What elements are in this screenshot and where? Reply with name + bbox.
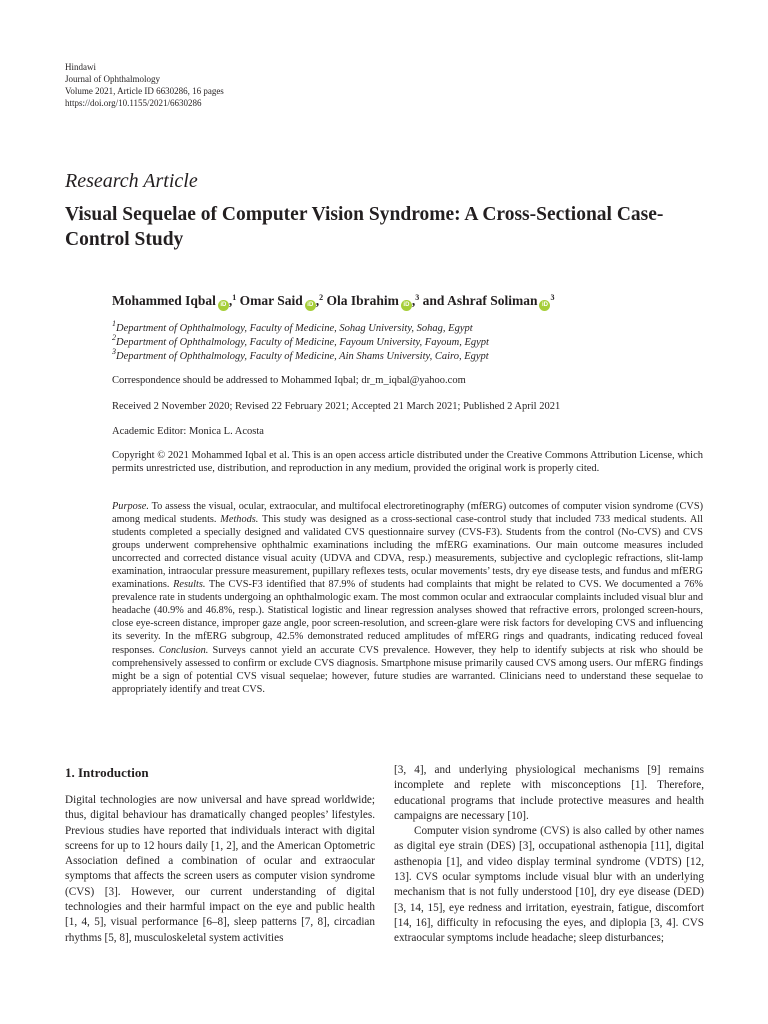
- abstract-results-label: Results.: [173, 579, 206, 591]
- author-name: Mohammed Iqbal: [112, 293, 216, 308]
- intro-paragraph: Computer vision syndrome (CVS) is also called by other names as digital eye strain (DES) [3], occupational asthenopia [11], digital asthenopia [1], and video display terminal syndrome (VDTS) [12, 13]. CVS ocular symptoms include visual blur with an underlying mechanism that is not fully understood [10], dry eye disease (DED) [3, 14, 15], eye redness and irritation, eyestrain, fatigue, discomfort [14, 16], difficulty in refocusing the eyes, and diplopia [3, 4]. CVS extraocular symptoms include headache; sleep disturbances;: [394, 825, 704, 945]
- publication-dates: Received 2 November 2020; Revised 22 February 2021; Accepted 21 March 2021; Published 2 April 2021: [112, 401, 561, 412]
- volume-info: Volume 2021, Article ID 6630286, 16 pages: [65, 86, 224, 96]
- author-affiliation-number: 3: [550, 293, 555, 302]
- affiliation: $^2$Department of Ophthalmology, Faculty of Medicine, Fayoum University, Fayoum, Egypt: [112, 333, 489, 348]
- affiliation-list: [112, 319, 489, 364]
- abstract: [112, 500, 703, 696]
- author-name: Ashraf Soliman: [447, 293, 538, 308]
- orcid-icon[interactable]: iD: [539, 300, 550, 311]
- author-affiliation-number: 3: [415, 293, 420, 302]
- orcid-icon[interactable]: iD: [401, 300, 412, 311]
- author-name: Omar Said: [239, 293, 303, 308]
- doi-link[interactable]: https://doi.org/10.1155/2021/6630286: [65, 98, 202, 108]
- author-name: Ola Ibrahim: [326, 293, 399, 308]
- affiliation: $^3$Department of Ophthalmology, Faculty of Medicine, Ain Shams University, Cairo, Egypt: [112, 347, 489, 362]
- copyright-notice: Copyright © 2021 Mohammed Iqbal et al. This is an open access article distributed under the Creative Commons Attribution License, which permits unrestricted use, distribution, and reproduction in any medium, provided the original work is properly cited.: [112, 450, 703, 474]
- affiliation: $^1$Department of Ophthalmology, Faculty of Medicine, Sohag University, Sohag, Egypt: [112, 319, 473, 334]
- article-title: Visual Sequelae of Computer Vision Syndrome: A Cross-Sectional Case-Control Study: [65, 204, 664, 250]
- journal-header: [65, 61, 224, 109]
- journal-name: Journal of Ophthalmology: [65, 74, 160, 84]
- abstract-conclusion: Surveys cannot yield an accurate CVS prevalence. However, they help to identify subjects at risk who should be comprehensively assessed to confirm or exclude CVS diagnosis. Smartphone misuse primarily caused CVS among users. Our mfERG findings might be a sign of potential CVS visual sequelae; however, future studies are warranted. Clinicians need to understand these sequelae to appropriately identify and treat CVS.: [112, 644, 703, 695]
- abstract-results: The CVS-F3 identified that 87.9% of students had complaints that might be related to CVS. We documented a 76% prevalence rate in students undergoing an ophthalmologic exam. The most common ocular and extraocular complaints included visual blur and headache (40.9% and 46.8%, resp.). Statistical logistic and linear regression analyses showed that refractive errors, prolonged screen-hours, close eye-screen distance, improper gaze angle, poor screen-resolution, and screen-glare were risk factors for developing CVS and influencing its severity. In the mfERG subgroup, 42.5% demonstrated reduced amplitudes of mfERG rings and quadrants, indicating reduced foveal responses.: [112, 579, 703, 656]
- abstract-methods-label: Methods.: [220, 514, 259, 526]
- intro-paragraph: [3, 4], and underlying physiological mechanisms [9] remains incomplete and replete with misconceptions [1]. Therefore, educational programs that include protective measures and health campaigns are necessary [10].: [394, 764, 704, 822]
- publisher-name: Hindawi: [65, 62, 96, 72]
- author-affiliation-number: 1: [232, 293, 237, 302]
- abstract-purpose-label: Purpose.: [112, 501, 149, 512]
- intro-right-column: [394, 763, 704, 947]
- correspondence: Correspondence should be addressed to Mohammed Iqbal; dr_m_iqbal@yahoo.com: [112, 375, 466, 386]
- abstract-methods: This study was designed as a cross-sectional case-control study that included 733 medical students. All students completed a specially designed and validated CVS questionnaire survey (CVS-F3). Students from the control (No-CVS) and CVS groups underwent comprehensive ophthalmic examinations including the mfERG examinations. Our main outcome measures included uncorrected and corrected distance visual acuity (UDVA and CDVA, resp.) measurements, subjective and cycloplegic refractions, slit-lamp examination, intraocular pressure measurement, pupillary reflexes tests, ocular movements’ tests, dry eye disease tests, and fundus and mfERG examinations.: [112, 514, 703, 591]
- academic-editor: Academic Editor: Monica L. Acosta: [112, 426, 264, 437]
- orcid-icon[interactable]: iD: [218, 300, 229, 311]
- article-type: Research Article: [65, 170, 198, 192]
- section-heading: 1. Introduction: [65, 765, 149, 780]
- intro-left-column: [65, 793, 375, 946]
- orcid-icon[interactable]: iD: [305, 300, 316, 311]
- author-list: Mohammed Iqbal iD ,$^1$ Omar Said iD ,$^2$ Ola Ibrahim iD ,$^3$ and Ashraf Soliman $iD^3$: [112, 293, 554, 311]
- abstract-purpose: To assess the visual, ocular, extraocular, and multifocal electroretinography (mfERG) outcomes of computer vision syndrome (CVS) among medical students.: [112, 501, 703, 526]
- intro-paragraph: Digital technologies are now universal and have spread worldwide; thus, digital behaviour has dramatically changed peoples’ lifestyles. Previous studies have reported that individuals interact with digital screens for up to 12 hours daily [1, 2], and the American Optometric Association defined a combination of ocular and extraocular symptoms that affects the screen users as computer vision syndrome (CVS) [3]. However, our current understanding of digital technologies and their harmful impact on the eye and public health [1, 4, 5], visual performance [6–8], sleep patterns [7, 8], circadian rhythms [5, 8], musculoskeletal system activities: [65, 794, 375, 944]
- abstract-conclusion-label: Conclusion.: [158, 644, 209, 656]
- author-affiliation-number: 2: [319, 293, 324, 302]
